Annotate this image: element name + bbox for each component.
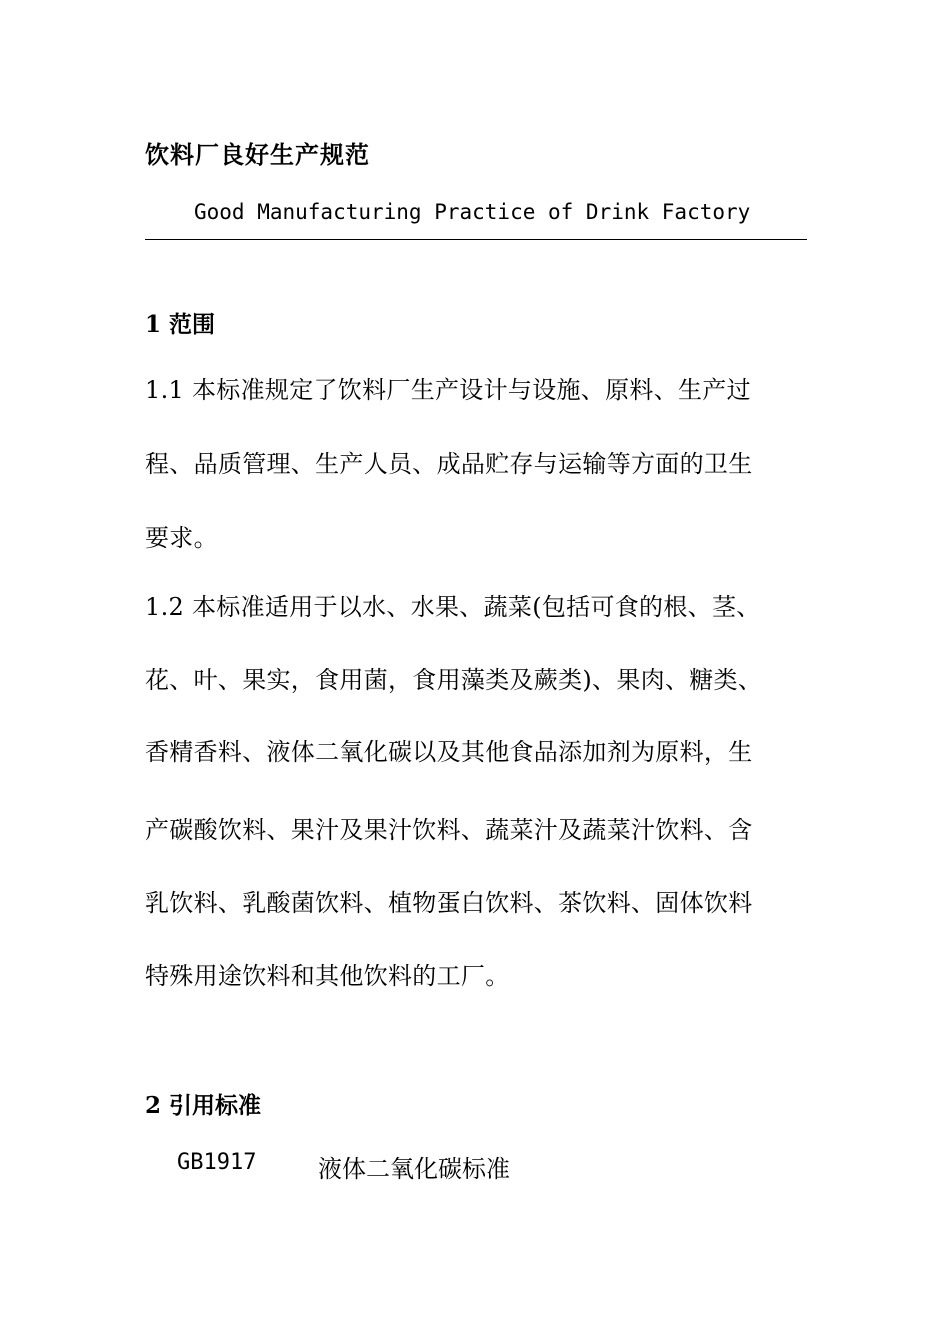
reference-name: 液体二氧化碳标准 [318, 1155, 510, 1183]
document-subtitle: Good Manufacturing Practice of Drink Factory [194, 200, 751, 224]
paragraph-line: 花、叶、果实，食用菌，食用藻类及蕨类)、果肉、糖类、 [145, 666, 763, 694]
paragraph-line: 1.1 本标准规定了饮料厂生产设计与设施、原料、生产过 [145, 376, 751, 404]
paragraph-line: 1.2 本标准适用于以水、水果、蔬菜(包括可食的根、茎、 [145, 593, 761, 621]
paragraph-line: 产碳酸饮料、果汁及果汁饮料、蔬菜汁及蔬菜汁饮料、含 [145, 816, 753, 844]
paragraph-line: 要求。 [145, 524, 218, 552]
section-2-heading: 2 引用标准 [145, 1092, 262, 1119]
reference-code: GB1917 [177, 1150, 257, 1175]
paragraph-line: 香精香料、液体二氧化碳以及其他食品添加剂为原料，生 [145, 738, 753, 766]
section-1-heading: 1 范围 [145, 311, 216, 338]
document-title: 饮料厂良好生产规范 [145, 140, 370, 169]
paragraph-line: 乳饮料、乳酸菌饮料、植物蛋白饮料、茶饮料、固体饮料 [145, 889, 753, 917]
paragraph-line: 程、品质管理、生产人员、成品贮存与运输等方面的卫生 [145, 450, 753, 478]
paragraph-line: 特殊用途饮料和其他饮料的工厂。 [145, 962, 510, 990]
title-divider [145, 239, 807, 240]
